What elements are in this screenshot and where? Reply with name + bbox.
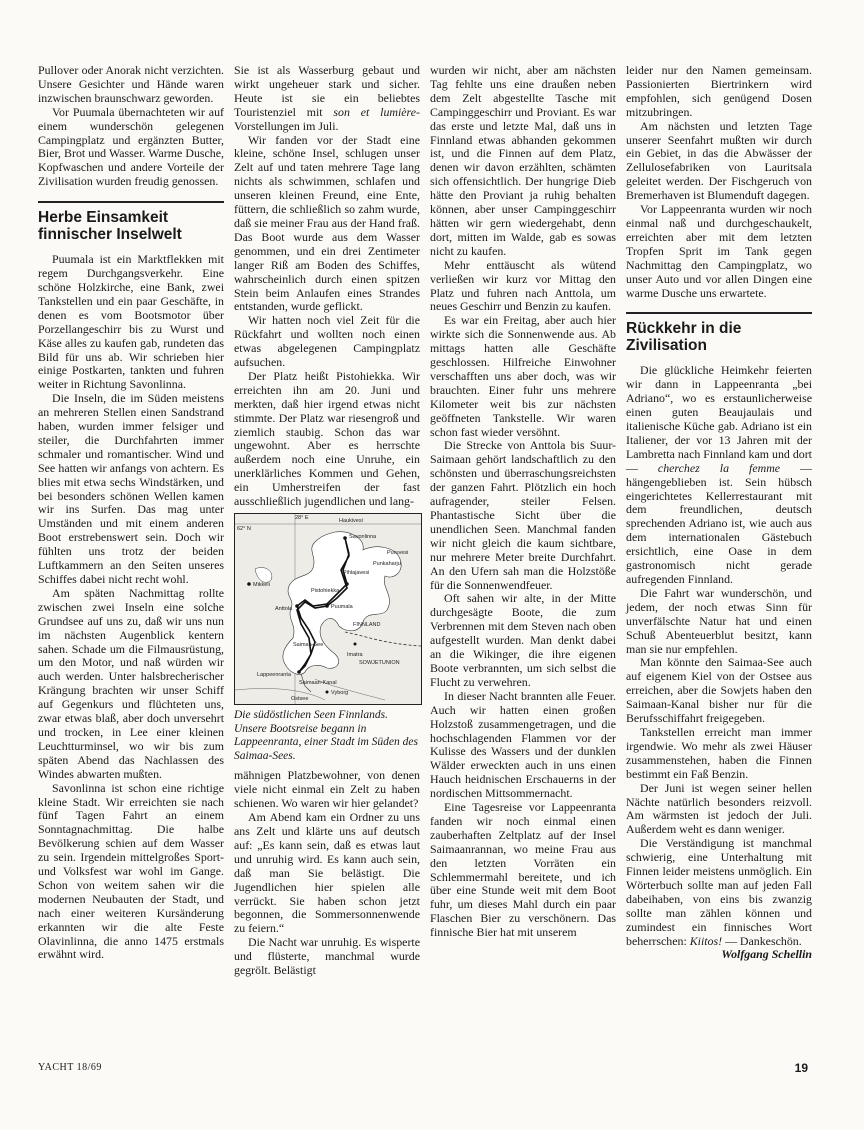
- paragraph: Die glückliche Heimkehr feierten wir dann in Lappeenranta „bei Adriano“, wo es erstaunlicherweise einen guten Beaujaulais und italienische Küche gab. Adriano ist ein Italiener, der vor 13 Jahren mit der Lambretta nach Finnland kam und dort — cherchez la femme — hängengeblieben ist. Sein hübsch eingerichtetes Kellerrestaurant mit dem freundlichen, deutsch sprechenden Adriano ist, wie auch aus dem internationalen Gästebuch ersichtlich, eine Oase in dem gastronomisch nicht gerade aufregenden Finnland.: [626, 363, 812, 586]
- paragraph: Wir fanden vor der Stadt eine kleine, schöne Insel, schlugen unser Zelt auf und taten mehrere Tage lang nichts als schwimmen, schlafen und unseren kleinen Freund, eine Ente, füttern, die schließlich so zahm wurde, daß sie meiner Frau aus der Hand fraß. Das Boot wurde aus dem Wasser genommen, und ein drei Zentimeter langer Riß am Boden des Schiffes, wahrscheinlich durch einen spitzen Stein beim Anlaufen eines Strandes entstanden, wurde geflickt.: [234, 132, 420, 314]
- magazine-issue: YACHT 18/69: [38, 1062, 102, 1073]
- author-signature: Wolfgang Schellin: [721, 947, 812, 962]
- map-label-mikkeli: Mikkeli: [253, 582, 270, 588]
- paragraph: Es war ein Freitag, aber auch hier wirkte sich die Sonnenwende aus. Ab mittags hatten alle Geschäfte geschlossen. Hilfreiche Einwohner verschafften uns aber doch, was wir brauchten. Einer fuhr uns mehrere Kilometer weit bis zur nächsten geöffneten Tankstelle. Wir waren schon fast wieder versöhnt.: [430, 313, 616, 439]
- column-2: [234, 64, 420, 978]
- section-heading: Herbe Einsamkeit finnischer Inselwelt: [38, 201, 224, 243]
- paragraph: Puumala ist ein Marktflekken mit regem Durchgangsverkehr. Eine schöne Holzkirche, eine Bank, zwei Tankstellen und ein paar Geschäfte, in denen es vom Bootsmotor über Porzellangeschirr bis zu Wurst und Käse alles zu kaufen gab, rundeten das Bild für uns ab. Wir schrieben hier einige Postkarten, tankten und fuhren weiter in Richtung Savonlinna.: [38, 252, 224, 392]
- map-label-lat: 62° N: [237, 526, 251, 532]
- paragraph: Am nächsten und letzten Tage unserer Seenfahrt mußten wir durch ein Gebiet, in das die Abwässer der Zellulosefabriken von Lauritsala geleitet werden. Der Fischgeruch von Bremerhaven ist Blumenduft dagegen.: [626, 118, 812, 203]
- paragraph: Der Platz heißt Pistohiekka. Wir erreichten ihn am 20. Juni und merkten, daß hier irgend etwas nicht stimmte. Der Platz war riesengroß und ziemlich staubig. Schon das war ungewohnt. Aber es herrschte außerdem noch eine Unruhe, ein unerklärliches Kommen und Gehen, ein Umherstreifen der fast ausschließlich jugendlichen und lang-: [234, 368, 420, 509]
- paragraph: Vor Lappeenranta wurden wir noch einmal naß und durchgeschaukelt, erreichten aber mit dem letzten Tropfen Sprit im Tank gegen Nachmittag den Campingplatz, wo unser Auto und vor allen Dingen eine warme Dusche uns erwartete.: [626, 202, 812, 300]
- map-label-kanal: Saimaan-Kanal: [299, 680, 337, 686]
- paragraph: Man könnte den Saimaa-See auch auf eigenem Kiel von der Ostsee aus erreichen, aber die Sowjets haben den Saimaan-Kanal bisher nur für die Berufsschiffahrt freigegeben.: [626, 655, 812, 726]
- paragraph: Eine Tagesreise vor Lappeenranta fanden wir noch einmal einen zauberhaften Zeltplatz auf der Insel Saimaanrannan, wo meine Frau aus den letzten Vorräten ein Schlemmermahl bereitete, und ich über eine Stunde weit mit dem Boot fuhr, um dieses Mahl durch ein paar Flaschen Bier zu verschönern. Das finnische Bier hat mit unserem: [430, 800, 616, 940]
- map-label-puumala: Puumala: [331, 604, 353, 610]
- map-label-savonlinna: Savonlinna: [349, 534, 377, 540]
- map-label-ostsee: Ostsee: [291, 696, 309, 702]
- route-map: [234, 513, 422, 705]
- paragraph: Die Fahrt war wunderschön, und jedem, der noch etwas Sinn für unverfälschte Natur hat und einen Schuß Abenteuerblut besitzt, kann man sie nur empfehlen.: [626, 585, 812, 656]
- paragraph: Oft sahen wir alte, in der Mitte durchgesägte Boote, die zum Verbrennen mit dem Steven nach oben aufgestellt wurden. Man denkt dabei an die Wikinger, die ihre eigenen Boote verbrannten, um sich selbst die Flucht zu verwehren.: [430, 591, 616, 689]
- map-label-saimaa: Saimaa-See: [293, 642, 324, 648]
- map-label-pihlajavesi: Pihlajavesi: [343, 570, 370, 576]
- paragraph: Die Nacht war unruhig. Es wisperte und flüsterte, manchmal wurde gegrölt. Belästigt: [234, 935, 420, 978]
- paragraph: Mehr enttäuscht als wütend verließen wir kurz vor Mittag den Platz und fuhren nach Anttola, um neues Geschirr und Benzin zu kaufen.: [430, 257, 616, 314]
- paragraph: Die Verständigung ist manchmal schwierig, eine Unterhaltung mit Finnen leider meistens unmöglich. Ein Wörterbuch sollte man auf jeden Fall dabeihaben, von eins bis zwanzig sollte man zählen können und zumindest ein finnisches Wort beherrschen: Kiitos! — Dankeschön.: [626, 836, 812, 948]
- paragraph: Vor Puumala übernachteten wir auf einem wunderschön gelegenen Campingplatz und ergänzten Butter, Bier, Brot und Wasser. Warme Dusche, Kopfwaschen und andere Vorteile der Zivilisation wurden freudig genossen.: [38, 104, 224, 189]
- map-caption: Die südöstlichen Seen Finnlands. Unsere Bootsreise begann in Lappeenranta, einer Stadt im Süden des Saimaa-Sees.: [234, 709, 418, 762]
- map-label-vyborg: Vyborg: [331, 690, 349, 696]
- column-3: [430, 64, 616, 940]
- map-label-imatra: Imatra: [347, 652, 363, 658]
- map-label-lon: 28° E: [295, 515, 309, 521]
- map-label-haukivesi: Haukivesi: [339, 518, 363, 524]
- section-heading: Rückkehr in die Zivilisation: [626, 312, 812, 354]
- paragraph: wurden wir nicht, aber am nächsten Tag fehlte uns eine draußen neben dem Zelt abgestellte Tasche mit Campinggeschirr und Proviant. Es war das erste und letzte Mal, daß uns in Finnland etwas abhanden gekommen ist, und die Finnen auf dem Platz, denen wir davon erzählten, schämten sich offensichtlich. Der hungrige Dieb hätte den Proviant ja ruhig behalten können, aber unser Campinggeschirr hätten wir gern wiedergehabt, denn dort, mitten im Walde, gab es sowas nicht zu kaufen.: [430, 63, 616, 258]
- paragraph: Die Strecke von Anttola bis Suur-Saimaan gehört landschaftlich zu den schönsten und überraschungsreichsten der ganzen Fahrt. Plötzlich ein hoch aufragender, steiler Felsen. Phantastische Sicht über die unendlichen Seen. Manchmal fanden wir nicht gleich die kaum sichtbare, nur mehrere Meter breite Durchfahrt. An den Ufern sah man die Holzstöße für die Sonnenwendfeuer.: [430, 438, 616, 592]
- column-1: [38, 64, 224, 962]
- paragraph: Pullover oder Anorak nicht verzichten. Unsere Gesichter und Hände waren inzwischen braunschwarz geworden.: [38, 63, 224, 105]
- paragraph: Am Abend kam ein Ordner zu uns ans Zelt und klärte uns auf deutsch auf: „Es kann sein, daß es etwas laut und unruhig wird. Es kann auch sein, daß man Sie belästigt. Die Jugendlichen hier spielen alle verrückt. Sie haben schon jetzt begonnen, die Sommersonnenwende zu feiern.“: [234, 810, 420, 936]
- map-label-lappeenranta: Lappeenranta: [257, 672, 291, 678]
- paragraph: Die Inseln, die im Süden meistens an mehreren Stellen einen Sandstrand haben, wurden immer felsiger und steiler, die Durchfahrten immer schmaler und romantischer. Wind und See hatten wir anfangs von achtern. Es blies mit etwa sechs Windstärken, und bei besonders schönen Wellen kamen wir ins Surfen. Das mag unter Umständen und mit einem anderen Boot erstrebenswert sein. Doch wir fühlten uns trotz der beiden Luftkammern an den Seiten unseres Schiffes dabei nicht recht wohl.: [38, 391, 224, 586]
- map-label-punkaharju: Punkaharju: [373, 561, 401, 567]
- map-label-pistohiekka: Pistohiekka: [311, 588, 340, 594]
- map-label-anttola: Anttola: [275, 606, 293, 612]
- map-label-finnland: FINNLAND: [353, 622, 381, 628]
- map-label-puruvesi: Puruvesi: [387, 550, 409, 556]
- map-label-sowjetunion: SOWJETUNION: [359, 660, 400, 666]
- paragraph: Savonlinna ist schon eine richtige kleine Stadt. Wir erreichten sie nach fünf Tagen Fahrt an einem Sonntagnachmittag. Die halbe Bevölkerung schien auf dem Wasser zu sein. Irgendein mittelgroßes Sport- und Volksfest war wohl im Gange. Schon von weitem sahen wir die modernen Neubauten der Stadt, und nach einer weiteren Kursänderung erkannten wir die alte Feste Olavinlinna, die anno 1475 erstmals erwähnt wird.: [38, 780, 224, 962]
- paragraph: Wir hatten noch viel Zeit für die Rückfahrt und wollten noch einen etwas abgelegenen Campingplatz aufsuchen.: [234, 313, 420, 370]
- paragraph: In dieser Nacht brannten alle Feuer. Auch wir hatten einen großen Holzstoß zusammengetragen, und die hochschlagenden Flammen vor der Kulisse des Wassers und der dunklen Wälder erweckten auch in uns einen Hauch heidnischen Erschauerns in der nordischen Mittsommernacht.: [430, 688, 616, 801]
- column-4: [626, 64, 812, 962]
- paragraph: Sie ist als Wasserburg gebaut und wirkt ungeheuer stark und sicher. Heute ist sie ein beliebtes Touristenziel mit son et lumière-Vorstellungen im Juli.: [234, 63, 420, 133]
- paragraph: leider nur den Namen gemeinsam. Passionierten Biertrinkern wird empfohlen, sich genügend Dosen mitzubringen.: [626, 63, 812, 119]
- paragraph: Am späten Nachmittag rollte zwischen zwei Inseln eine solche Grundsee auf uns zu, daß wir uns nun im nächsten Augenblick kentern sahen. Schade um die Filmausrüstung, um den Motor, und naß würden wir auch werden. Unter halsbrecherischer Krängung brachten wir unser Schiff auf Gegenkurs und flüchteten uns, zwar etwas blaß, aber doch unversehrt und trocken, in Lee einer kleinen Leuchtturminsel, wo wir bis zum späten Abend das Nachlassen des Windes abwarten mußten.: [38, 585, 224, 781]
- paragraph: Der Juni ist wegen seiner hellen Nächte natürlich besonders reizvoll. Am wärmsten ist jedoch der Juli. Außerdem weht es dann weniger.: [626, 780, 812, 837]
- page-number: 19: [794, 1061, 808, 1075]
- paragraph: mähnigen Platzbewohner, von denen viele nicht einmal ein Zelt zu haben schienen. Wo waren wir hier gelandet?: [234, 768, 420, 811]
- paragraph: Tankstellen erreicht man immer irgendwie. Wo mehr als zwei Häuser zusammenstehen, haben die Finnen bestimmt ein Faß Benzin.: [626, 724, 812, 781]
